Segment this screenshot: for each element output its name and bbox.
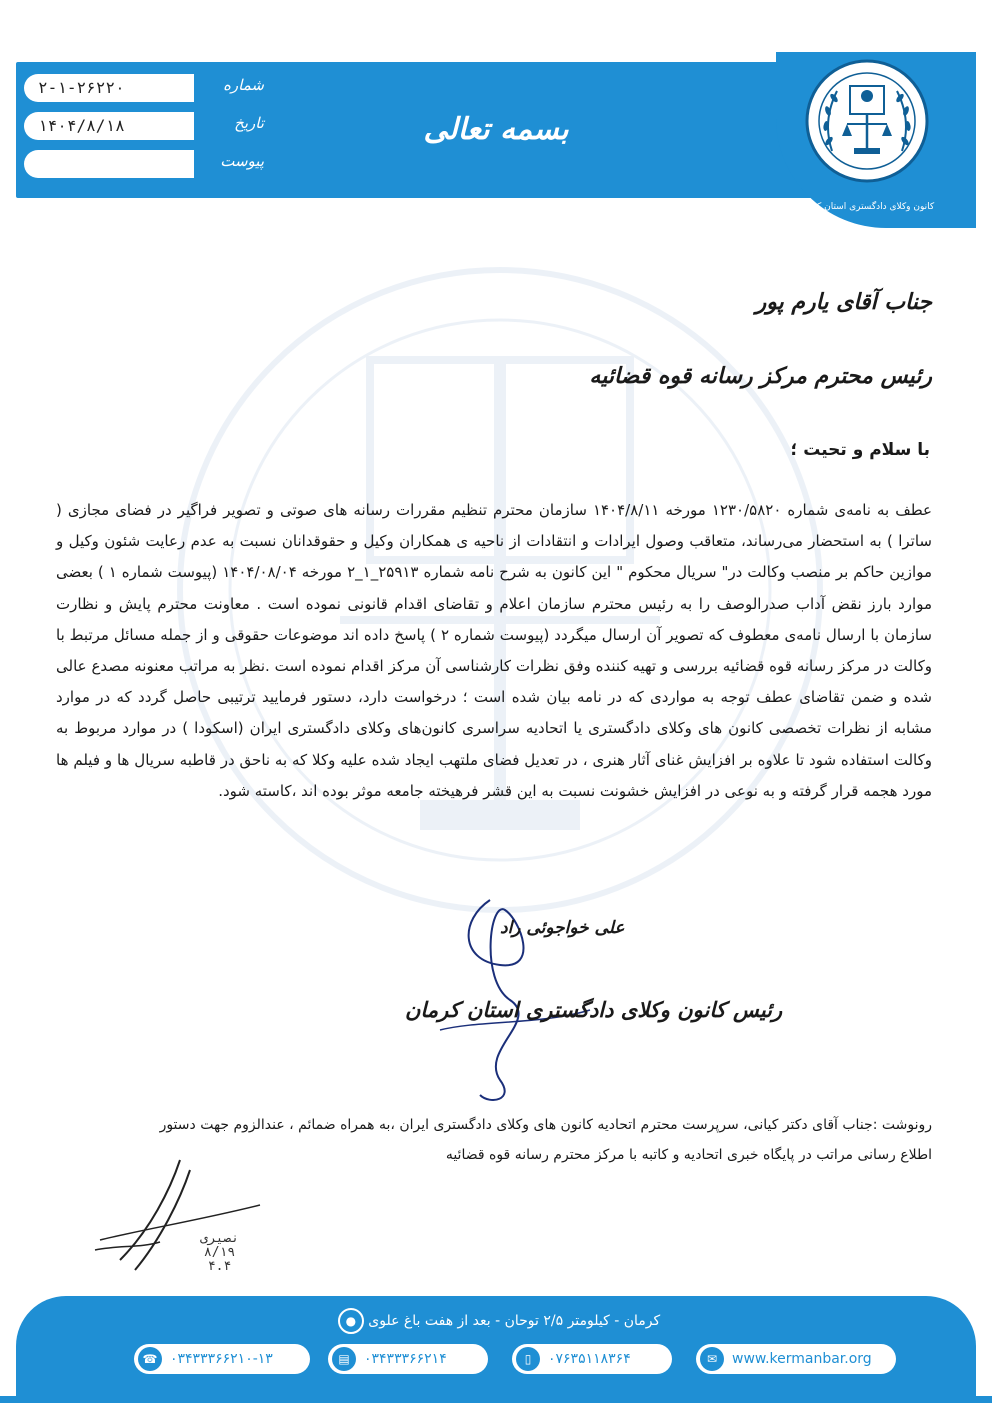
number-label: شماره [223,76,264,94]
address-text: کرمان - کیلومتر ۲/۵ توحان - بعد از هفت باغ علوی [368,1313,661,1329]
cc-line-2: اطلاع رسانی مراتب در پایگاه خبری اتحادیه و کاتبه با مرکز محترم رسانه قوه قضائیه [445,1147,932,1163]
website-contact[interactable] [696,1344,896,1374]
fax-icon: ▤ [332,1347,356,1371]
website-text: www.kermanbar.org [732,1351,872,1367]
mobile-contact [512,1344,672,1374]
number-value: ۲-۱-۲۶۲۲۰ [24,74,194,102]
initials-date-2: ۴.۴ [207,1259,232,1274]
signer-name: علی خواجوئی راد [500,918,625,938]
number-row [24,74,274,104]
mobile-icon: ▯ [516,1347,540,1371]
date-value: ۱۴۰۴/۸/۱۸ [24,112,194,140]
attachment-row [24,150,274,180]
attachment-label: پیوست [220,152,264,170]
phone-text: ۰۳۴۳۳۳۶۶۲۱۰-۱۳ [170,1351,273,1367]
greeting: با سلام و تحیت ؛ [790,440,930,460]
addressee-title: رئیس محترم مرکز رسانه قوه قضائیه [589,364,932,389]
phone-icon: ☎ [138,1347,162,1371]
fax-text: ۰۳۴۳۳۳۶۶۲۱۴ [364,1351,447,1367]
fax-contact [328,1344,488,1374]
bottom-strip [0,1396,992,1403]
emblem-caption: کانون وکلای دادگستری استان کرمان [797,202,935,212]
attachment-value [24,150,194,178]
handwritten-signature [420,880,600,1110]
mobile-text: ۰۷۶۳۵۱۱۸۳۶۴ [548,1351,631,1367]
basmala-heading: بسمه تعالی [423,112,569,147]
cc-line-1: رونوشت :جناب آقای دکتر کیانی، سرپرست محترم اتحادیه کانون های وکلای دادگستری ایران ،به همراه ضمائم ، عندالزوم جهت دستور [159,1117,932,1133]
address-line [16,1308,976,1334]
signer-title: رئیس کانون وکلای دادگستری استان کرمان [405,998,783,1022]
footer [16,1296,976,1396]
email-icon: ✉ [700,1347,724,1371]
letter-body: عطف به نامه‌ی شماره ۱۲۳۰/۵۸۲۰ مورخه ۱۴۰۴/۸/۱۱ سازمان محترم تنظیم مقررات رسانه های صوتی و تصویر فراگیر در فضای مجازی ( ساترا ) به استحضار می‌رساند، متعاقب وصول ایرادات و انتقادات از ناحیه ی همکاران وکیل و حقوقدانان نسبت به عدم رعایت شئون وکیل و موازین حاکم بر منصب وکالت در" سریال محکوم " این کانون به شرح نامه شماره ۲۵۹۱۳_۱_۲ مورخه ۱۴۰۴/۰۸/۰۴ (پیوست شماره ۱ ) بعضی موارد بارز نقض آداب صدرالوصف را به رئیس محترم سازمان اعلام و تقاضای اقدام قانونی نموده است . معاونت محترم پایش و نظارت سازمان با ارسال نامه‌ی معطوف که تصویر آن ارسال میگردد (پیوست شماره ۲ ) پاسخ داده اند موضوعات حقوقی و از جمله مسائل مرتبط با وکالت در مرکز رسانه قوه قضائیه بررسی و تهیه کننده وفق نظرات کارشناسی آن مرکز اقدام نموده است .نظر به مراتب معنونه مصدع عالی شده و ضمن تقاضای عطف توجه به مواردی که در نامه بیان شده است ؛ درخواست دارد، دستور فرمایید ترتیبی حاصل گردد که در موارد مشابه از نظرات تخصصی کانون های وکلای دادگستری یا اتحادیه سراسری کانون‌های وکلای دادگستری ایران (اسکودا ) در موارد مربوط به وکالت استفاده شود تا علاوه بر افزایش غنای آثار هنری ، در تعدیل فضای ملتهب ایجاد شده علیه وکلا که به ناحق در قاطبه سریال ها و فیلم ها مورد هجمه قرار گرفته و به نوعی در افزایش خشونت نسبت به این قشر فرهیخته جامعه موثر بوده اند ،کاسته شود. [56,501,932,800]
initials-date-1: ۸/۱۹ [203,1245,236,1260]
handwritten-initials [80,1150,280,1280]
phone-contact [134,1344,310,1374]
initials-note [200,1232,239,1274]
location-pin-icon: ● [338,1308,364,1334]
contact-row [16,1344,976,1376]
letterhead [16,52,976,228]
date-row [24,112,274,142]
bar-association-emblem-icon [802,56,932,206]
initials-name: نصیری [200,1231,240,1246]
addressee-name: جناب آقای یارم پور [755,290,932,315]
date-label: تاریخ [234,114,264,132]
